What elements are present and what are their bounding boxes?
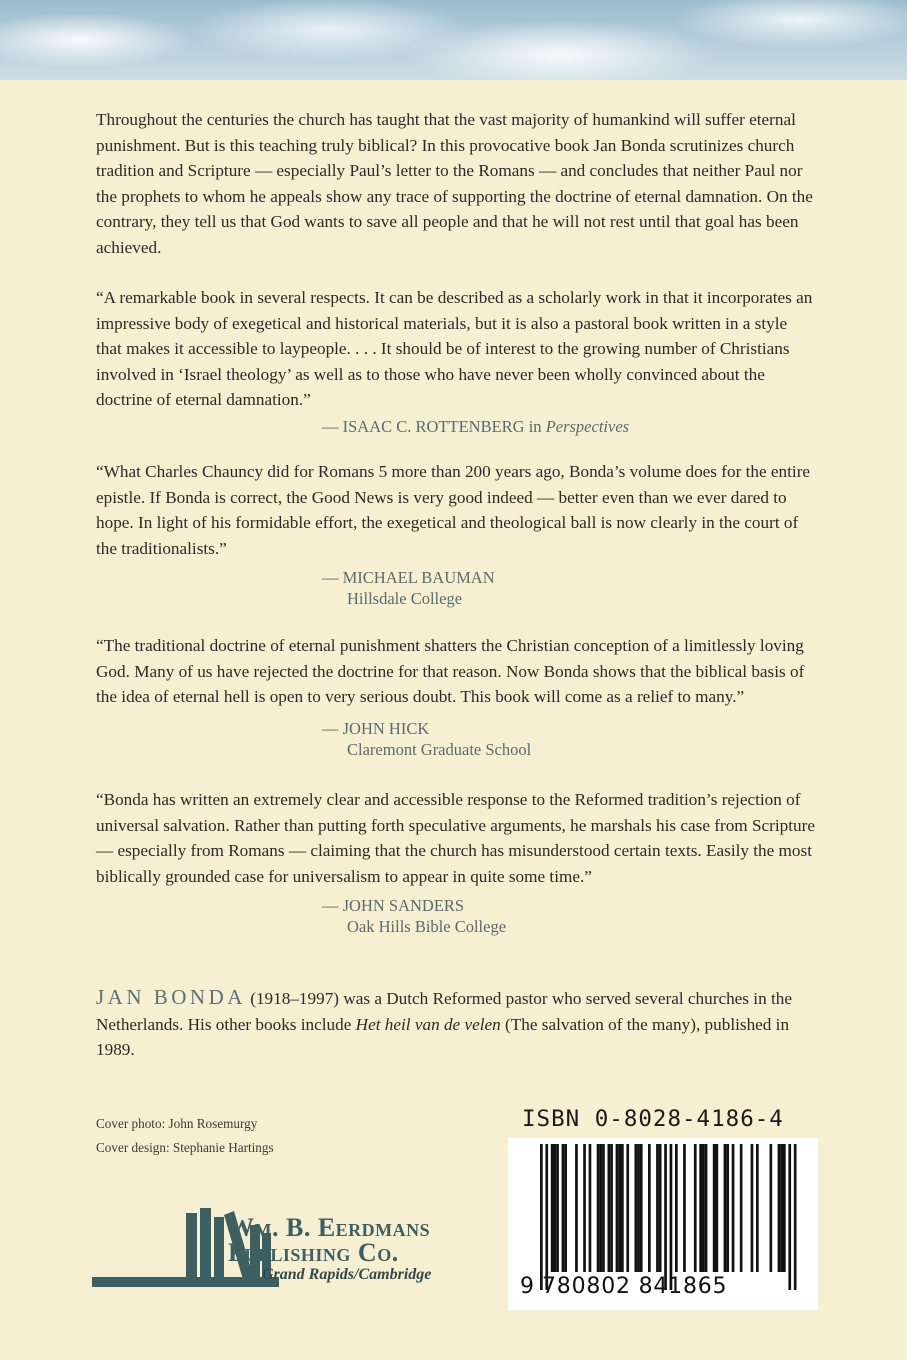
barcode-bar (562, 1144, 565, 1272)
barcode-digits: 780802 841865 (542, 1274, 728, 1299)
barcode-bar (659, 1144, 662, 1272)
barcode-bar (778, 1144, 781, 1272)
barcode-bar (635, 1144, 638, 1272)
barcode-bar (551, 1144, 554, 1272)
barcode-bar (705, 1144, 708, 1272)
author-bio (96, 985, 816, 1063)
barcode-bar (780, 1144, 783, 1272)
barcode-bar (575, 1144, 578, 1272)
barcode-bar (583, 1144, 586, 1272)
barcode-bar (602, 1144, 605, 1272)
barcode-bar (683, 1144, 686, 1272)
endorser-name: — MICHAEL BAUMAN (322, 568, 495, 587)
endorsement-attribution-bauman (322, 567, 495, 609)
barcode-bar (621, 1144, 624, 1272)
cover-sky-photo (0, 0, 907, 80)
barcode-bar (713, 1144, 716, 1272)
publication-title: Perspectives (545, 417, 630, 436)
barcode-number (520, 1274, 810, 1299)
endorser-affiliation: Claremont Graduate School (347, 740, 532, 759)
barcode-bar (670, 1144, 673, 1290)
endorsement-quote-rottenberg: “A remarkable book in several respects. It can be described as a scholarly work in that it incorporates an impressive body of exegetical and historical materials, but it is also a pastoral book written in a style that makes it accessible to laypeople. . . . It should be of interest to the growing number of Christians involved in ‘Israel theology’ as well as to those who have never been wholly convinced about the doctrine of eternal damnation.” (96, 288, 813, 410)
barcode-bar (724, 1144, 727, 1272)
publisher-location: Grand Rapids/Cambridge (262, 1266, 432, 1283)
author-name: JAN BONDA (96, 985, 246, 1009)
barcode-bar (540, 1144, 543, 1290)
barcode-bar (618, 1144, 621, 1272)
barcode-bar (740, 1144, 743, 1272)
bio-book-title: Het heil van de velen (355, 1014, 501, 1034)
endorsement-quote-hick: “The traditional doctrine of eternal punishment shatters the Christian conception of a limitlessly loving God. Many of us have rejected the doctrine for that reason. Now Bonda shows that the biblical basis of the idea of eternal hell is open to very serious doubt. This book will come as a relief to many.” (96, 636, 805, 707)
barcode-bar (556, 1144, 559, 1272)
bio-text-after: (The salvation of the many), published in 1989. (96, 1014, 790, 1060)
barcode-bar (756, 1144, 759, 1272)
barcode-bar (616, 1144, 619, 1272)
barcode-bar (589, 1144, 592, 1272)
barcode-bar (545, 1144, 548, 1290)
barcode-bar (694, 1144, 697, 1272)
barcode-bar (610, 1144, 613, 1272)
endorsement-attribution-hick (322, 718, 531, 760)
barcode-bar (640, 1144, 643, 1272)
endorser-name: — ISAAC C. ROTTENBERG (322, 417, 525, 436)
endorsement-attribution-rottenberg (322, 416, 629, 437)
barcode-bar (597, 1144, 600, 1272)
endorsement-quote-bauman: “What Charles Chauncy did for Romans 5 more than 200 years ago, Bonda’s volume does for the entire epistle. If Bonda is correct, the Good News is very good indeed — better even than we ever dared to hope. In light of his formidable effort, the exegetical and theological ball is now clearly in the court of the traditionalists.” (96, 462, 811, 558)
attribution-connector: in (528, 417, 542, 436)
endorsement-attribution-sanders (322, 895, 506, 937)
barcode-bar (637, 1144, 640, 1272)
endorser-name: — JOHN SANDERS (322, 896, 465, 915)
barcode-bar (564, 1144, 567, 1272)
publisher-name (228, 1213, 432, 1284)
barcode-bar (770, 1144, 773, 1272)
barcode-bar (732, 1144, 735, 1272)
design-credit: Cover design: Stephanie Hartings (96, 1140, 274, 1155)
barcode-bar (788, 1144, 791, 1290)
endorser-affiliation: Hillsdale College (347, 589, 463, 608)
endorser-affiliation: Oak Hills Bible College (347, 917, 507, 936)
isbn-label: ISBN 0-8028-4186-4 (522, 1106, 784, 1132)
barcode-bar (664, 1144, 667, 1290)
barcode-bar (656, 1144, 659, 1272)
publisher-line-1: Wm. B. Eerdmans (228, 1213, 431, 1242)
barcode-bar (699, 1144, 702, 1272)
barcode-bar (716, 1144, 719, 1272)
barcode-bar (783, 1144, 786, 1272)
barcode-bar (675, 1144, 678, 1272)
barcode-bar (794, 1144, 797, 1290)
bio-text-before: (1918–1997) was a Dutch Reformed pastor who served several churches in the Netherlands. His other books include (96, 989, 792, 1034)
barcode-bar (726, 1144, 729, 1272)
barcode-bar (599, 1144, 602, 1272)
publisher-line-2: Publishing Co. (228, 1238, 399, 1267)
barcode-bar (702, 1144, 705, 1272)
book-description: Throughout the centuries the church has taught that the vast majority of humankind will suffer eternal punishment. But is this teaching truly biblical? In this provocative book Jan Bonda scrutinizes church tradition and Scripture — especially Paul’s letter to the Romans — and concludes that neither Paul nor the prophets to whom he appeals show any trace of supporting the doctrine of eternal damnation. On the contrary, they tell us that God wants to save all people and that he will not rest until that goal has been achieved. (96, 110, 813, 257)
photo-credit: Cover photo: John Rosemurgy (96, 1116, 258, 1131)
barcode-bar (648, 1144, 651, 1272)
cover-credits (96, 1112, 274, 1160)
barcode-bar (554, 1144, 557, 1272)
barcode-bar (608, 1144, 611, 1272)
barcode-bar (751, 1144, 754, 1272)
barcode-bar (626, 1144, 629, 1272)
barcode-first-digit: 9 (520, 1274, 535, 1299)
endorser-name: — JOHN HICK (322, 719, 430, 738)
endorsement-quote-sanders: “Bonda has written an extremely clear and accessible response to the Reformed tradition’s rejection of universal salvation. Rather than putting forth speculative arguments, he marshals his case from Scripture — especially from Romans — claiming that the church has misunderstood certain texts. Easily the most biblically grounded case for universalism to appear in quite some time.” (96, 790, 815, 886)
